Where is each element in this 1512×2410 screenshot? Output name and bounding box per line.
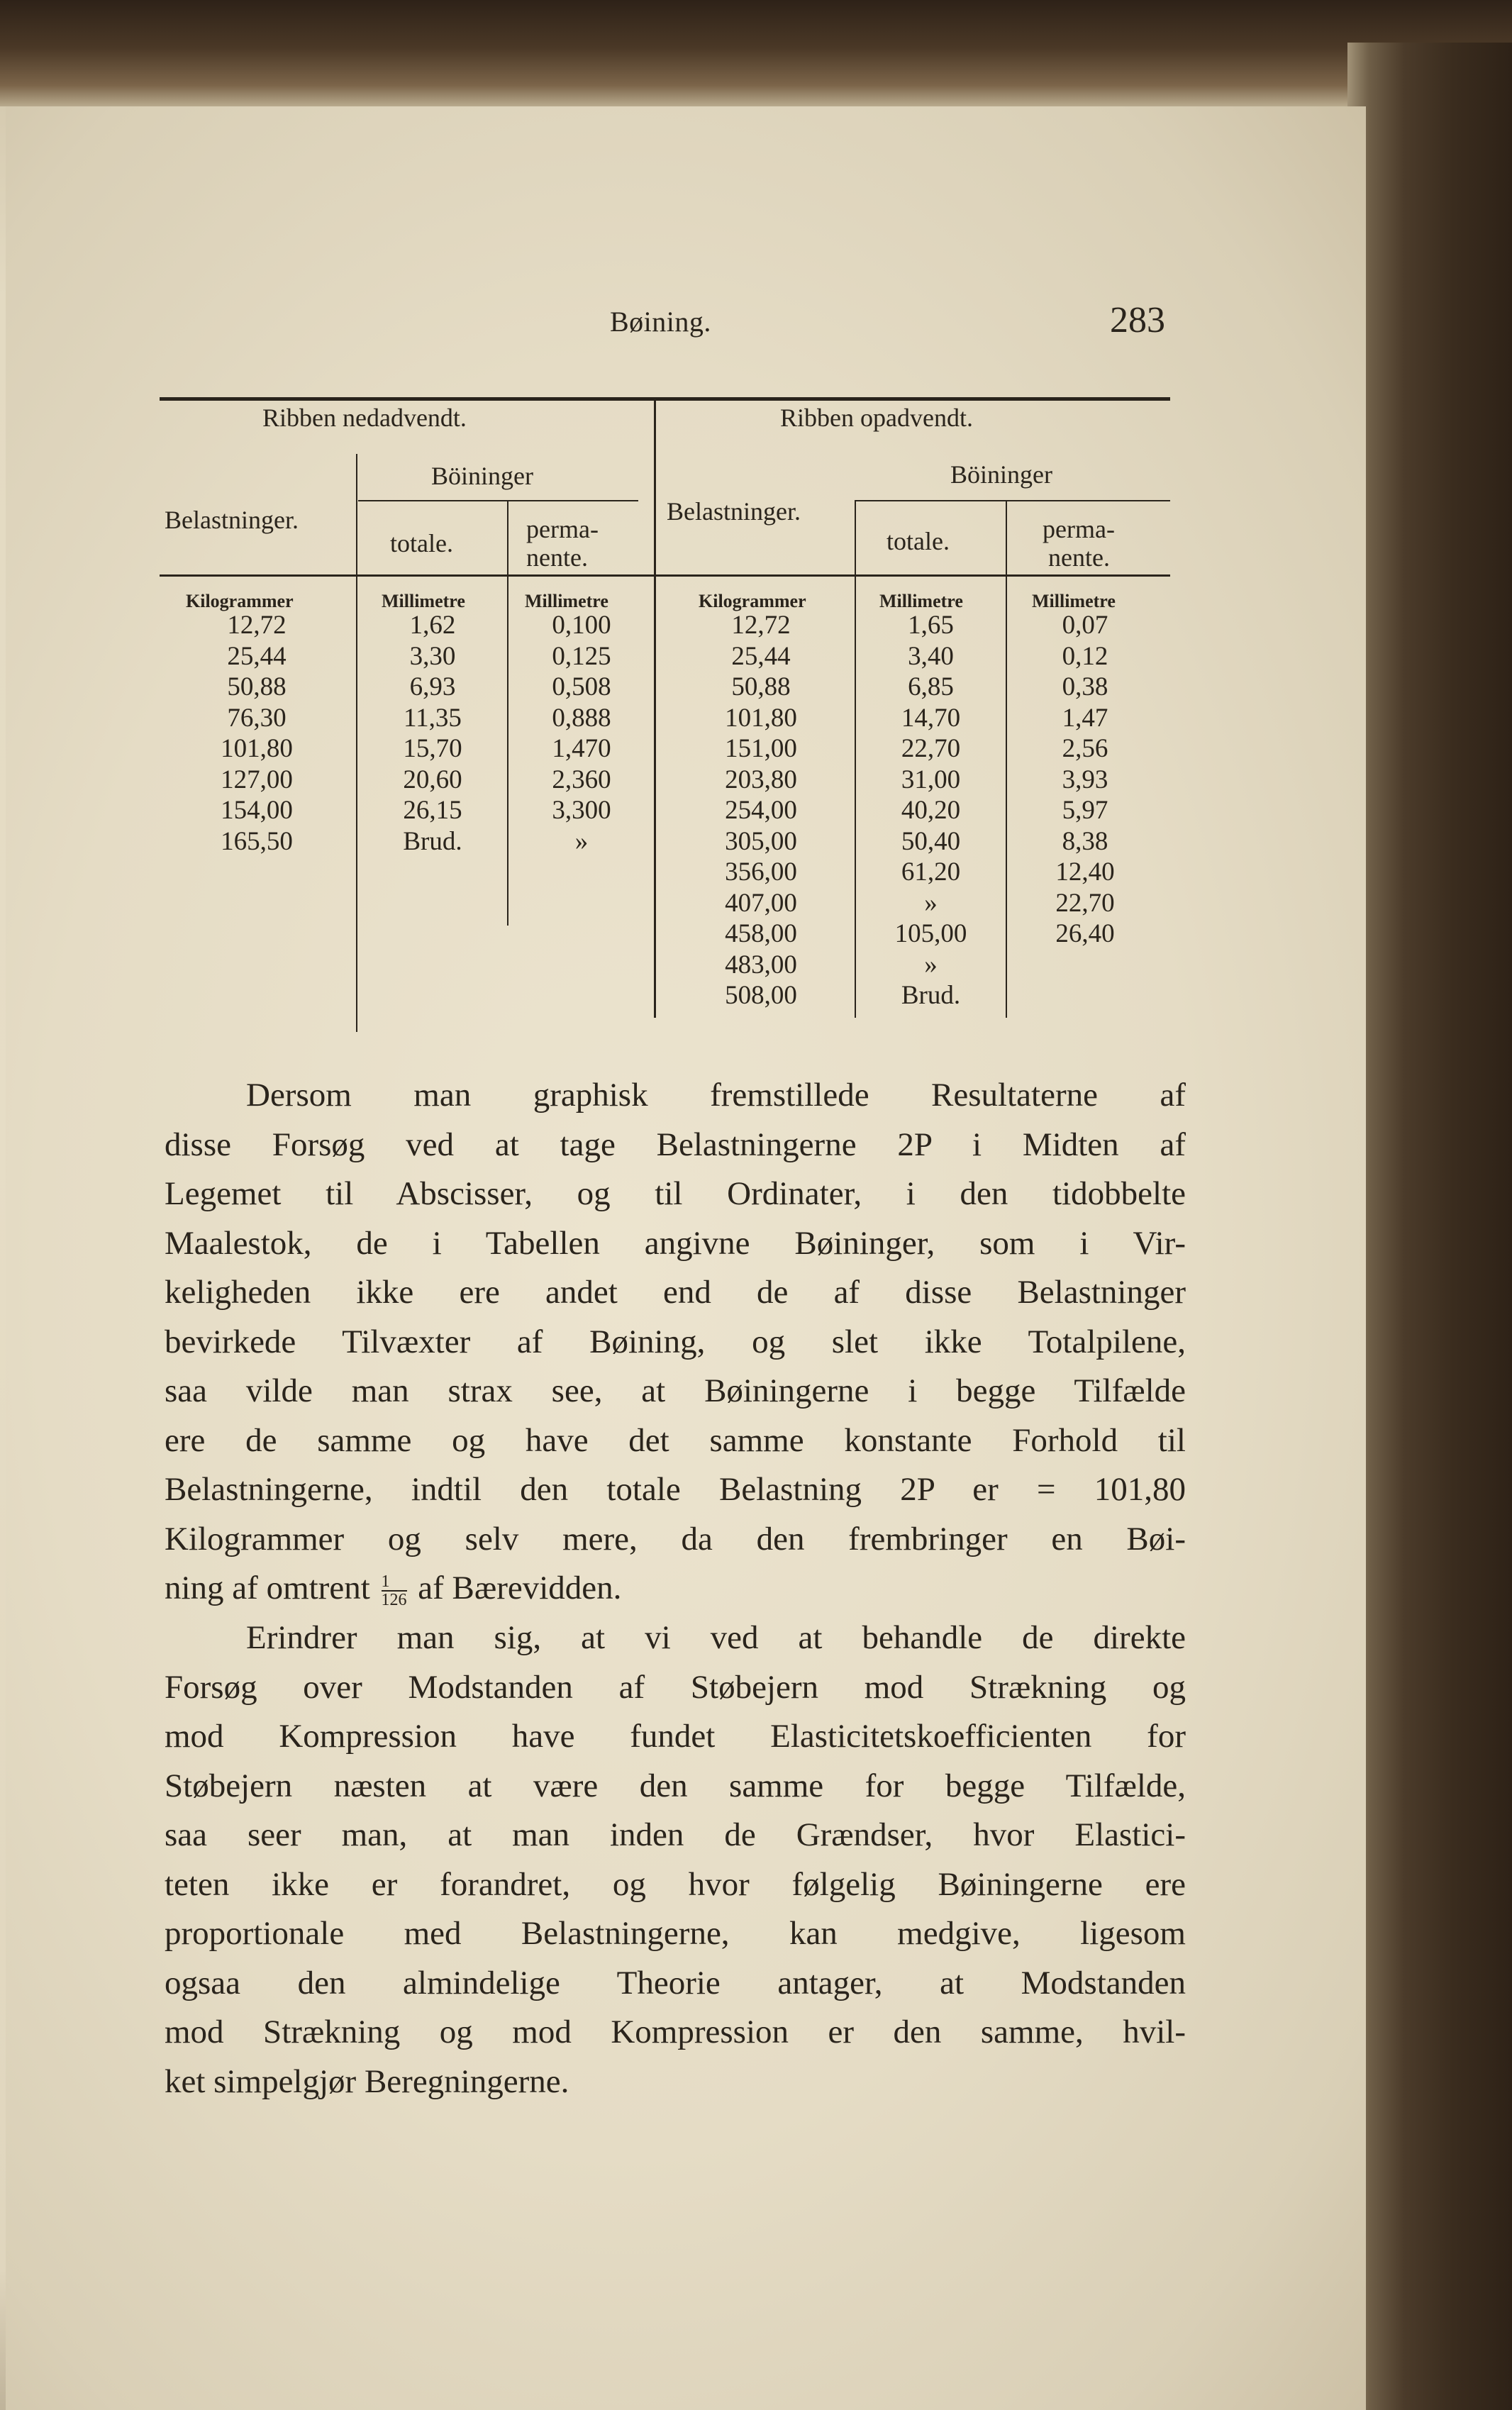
right-totale-header: totale. [886, 527, 950, 555]
table-cell: 6,93 [409, 672, 456, 701]
right-table-title: Ribben opadvendt. [780, 404, 973, 432]
text-line-with-fraction [165, 1564, 1186, 1614]
table-cell: 15,70 [403, 734, 462, 763]
table-cell: 154,00 [221, 796, 293, 825]
table-cell: 483,00 [725, 950, 797, 979]
table-cell: 20,60 [403, 765, 462, 794]
right-boininger-header: Böininger [950, 460, 1052, 489]
table-cell [1014, 980, 1156, 1011]
left-perma-header: perma- [526, 515, 599, 543]
page-number: 283 [1110, 300, 1165, 340]
right-belastninger-header: Belastninger. [667, 497, 801, 526]
table-cell: 254,00 [725, 796, 797, 825]
table-cell: 61,20 [901, 857, 961, 887]
text-line: ket simpelgjør Beregningerne. [165, 2062, 569, 2100]
table-cell: 105,00 [894, 919, 967, 948]
right-totale-column [862, 610, 1000, 1011]
right-col-divider-2 [1006, 500, 1007, 1018]
table-cell: 25,44 [227, 641, 287, 671]
right-unit-kilogrammer: Kilogrammer [699, 591, 806, 611]
table-cell: 22,70 [901, 734, 961, 763]
table-cell [1014, 950, 1156, 981]
paragraph-1 [165, 1071, 1186, 1614]
text-line: Kilogrammer og selv mere, da den frembringer en Bøi- [165, 1520, 1186, 1557]
left-col-divider-2 [507, 500, 508, 926]
table-cell: 6,85 [908, 672, 954, 701]
text-segment: ning af omtrent [165, 1570, 370, 1606]
table-cell: 1,62 [409, 611, 456, 640]
text-line: mod Strækning og mod Kompression er den samme, hvil- [165, 2014, 1186, 2050]
table-cell: 305,00 [725, 826, 797, 856]
table-cell: 50,88 [731, 672, 791, 701]
table-cell: 12,72 [731, 611, 791, 640]
left-permanente-column [514, 610, 649, 857]
table-cell: 151,00 [725, 734, 797, 763]
text-line: saa seer man, at man inden de Grændser, hvor Elastici- [165, 1816, 1186, 1853]
text-line: Forsøg over Modstanden af Støbejern mod Strækning og [165, 1668, 1186, 1706]
text-line: Støbejern næsten at være den samme for begge Tilfælde, [165, 1767, 1186, 1804]
table-cell: 3,30 [409, 641, 456, 671]
table-cell: 0,125 [552, 641, 611, 671]
left-totale-column [365, 610, 500, 857]
table-cell: 14,70 [901, 703, 961, 733]
table-cell: 26,15 [403, 796, 462, 825]
table-cell: 127,00 [221, 765, 293, 794]
text-line: Erindrer man sig, at vi ved at behandle de direkte [246, 1619, 1186, 1656]
right-boininger-rule [855, 500, 1170, 501]
table-cell: 1,47 [1062, 703, 1108, 733]
text-line: disse Forsøg ved at tage Belastningerne 2P i Midten af [165, 1126, 1186, 1163]
table-header-rule [160, 574, 1170, 577]
table-cell: 2,56 [1062, 734, 1108, 763]
left-totale-header: totale. [390, 529, 453, 557]
right-unit-millimetre-perma: Millimetre [1032, 591, 1116, 611]
left-boininger-header: Böininger [431, 462, 533, 490]
left-table-title: Ribben nedadvendt. [262, 404, 467, 432]
table-cell: 1,470 [552, 734, 611, 763]
table-cell: 3,300 [552, 796, 611, 825]
text-line: Belastningerne, indtil den totale Belastning 2P er = 101,80 [165, 1471, 1186, 1508]
fraction-numerator: 1 [382, 1573, 407, 1592]
table-cell: 11,35 [404, 703, 462, 733]
text-line: ere de samme og have det samme konstante Forhold til [165, 1421, 1186, 1459]
table-cell: 12,40 [1055, 857, 1115, 887]
table-cell: 2,360 [552, 765, 611, 794]
table-cell: 31,00 [901, 765, 961, 794]
table-cell: 101,80 [221, 734, 293, 763]
text-line: bevirkede Tilvæxter af Bøining, og slet ikke Totalpilene, [165, 1323, 1186, 1360]
right-permanente-column [1014, 610, 1156, 1011]
table-cell: 12,72 [227, 611, 287, 640]
fraction [382, 1573, 407, 1609]
left-unit-kilogrammer: Kilogrammer [186, 591, 294, 611]
table-cell: 165,50 [221, 826, 293, 856]
table-cell: 458,00 [725, 919, 797, 948]
table-cell: 0,12 [1062, 641, 1108, 671]
text-line: teten ikke er forandret, og hvor følgelig Bøiningerne ere [165, 1865, 1186, 1903]
table-cell: Brud. [901, 981, 961, 1010]
text-line: Maalestok, de i Tabellen angivne Bøininger, som i Vir- [165, 1224, 1186, 1262]
left-nente-header: nente. [526, 543, 588, 572]
book-top-edge [0, 0, 1512, 106]
table-cell: 0,888 [552, 703, 611, 733]
table-cell: 0,100 [552, 611, 611, 640]
left-belastninger-header: Belastninger. [165, 506, 299, 534]
text-line: mod Kompression have fundet Elasticitetskoefficienten for [165, 1718, 1186, 1755]
table-cell: » [574, 826, 589, 856]
table-cell: 8,38 [1062, 826, 1108, 856]
text-segment: af Bærevidden. [418, 1570, 622, 1606]
table-center-divider [654, 401, 656, 1018]
left-boininger-rule [358, 500, 638, 501]
table-top-rule [160, 397, 1170, 401]
table-cell: 508,00 [725, 981, 797, 1010]
table-cell: 0,38 [1062, 672, 1108, 701]
text-line: proportionale med Belastningerne, kan medgive, ligesom [165, 1915, 1186, 1952]
table-cell: 356,00 [725, 857, 797, 887]
table-cell: 203,80 [725, 765, 797, 794]
left-col-divider-1 [356, 454, 357, 1032]
fraction-denominator: 126 [381, 1591, 407, 1610]
table-cell: 50,40 [901, 826, 961, 856]
text-line: Legemet til Abscisser, og til Ordinater, i den tidobbelte [165, 1175, 1186, 1212]
table-cell: 25,44 [731, 641, 791, 671]
table-cell: 1,65 [908, 611, 954, 640]
table-cell: 5,97 [1062, 796, 1108, 825]
running-header: Bøining. [610, 306, 711, 338]
right-belastninger-column [686, 610, 835, 1011]
left-unit-millimetre-totale: Millimetre [382, 591, 465, 611]
table-cell: 101,80 [725, 703, 797, 733]
right-unit-millimetre-totale: Millimetre [879, 591, 963, 611]
table-cell: » [924, 888, 938, 918]
table-cell: 22,70 [1055, 888, 1115, 918]
text-line: Dersom man graphisk fremstillede Resultaterne af [246, 1077, 1186, 1114]
text-line: saa vilde man strax see, at Bøiningerne i begge Tilfælde [165, 1372, 1186, 1409]
table-cell: 0,508 [552, 672, 611, 701]
table-cell: 26,40 [1055, 919, 1115, 948]
paragraph-2 [165, 1614, 1186, 2106]
table-cell: 76,30 [227, 703, 287, 733]
table-cell: 50,88 [227, 672, 287, 701]
table-cell: » [924, 950, 938, 979]
book-spine-edge [1347, 43, 1512, 2410]
left-unit-millimetre-perma: Millimetre [525, 591, 608, 611]
text-line: keligheden ikke ere andet end de af disse Belastninger [165, 1274, 1186, 1311]
left-belastninger-column [186, 610, 328, 857]
right-perma-header: perma- [1043, 515, 1115, 543]
right-col-divider-1 [855, 500, 856, 1018]
table-cell: 407,00 [725, 888, 797, 918]
table-cell: 3,40 [908, 641, 954, 671]
table-cell: 0,07 [1062, 611, 1108, 640]
table-cell: 3,93 [1062, 765, 1108, 794]
table-cell: 40,20 [901, 796, 961, 825]
text-line: ogsaa den almindelige Theorie antager, at Modstanden [165, 1964, 1186, 2001]
right-nente-header: nente. [1048, 543, 1110, 572]
table-cell: Brud. [403, 826, 462, 856]
